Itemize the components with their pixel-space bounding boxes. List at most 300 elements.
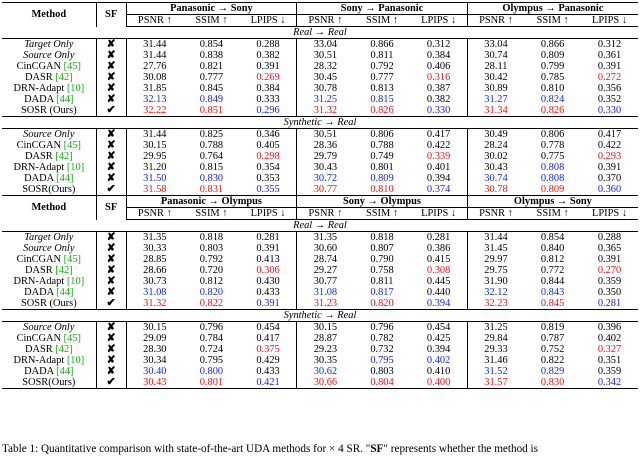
method-cell [2, 61, 96, 72]
value-cell: 0.359 [597, 366, 622, 377]
value-cell: 0.425 [410, 333, 467, 344]
value-cell: 0.421 [240, 377, 297, 389]
method-name: SOSR (Ours) [20, 298, 77, 309]
value-cell: 0.811 [370, 50, 394, 61]
value-cell: 0.405 [240, 140, 297, 151]
value-cell: 0.394 [410, 344, 467, 355]
table-row [2, 366, 638, 377]
metric-header: SSIM ↑ [524, 15, 581, 27]
value-cell: 0.830 [524, 377, 581, 389]
value-cell: 0.445 [410, 276, 467, 287]
table-row [2, 151, 638, 162]
value-cell: 0.796 [370, 322, 394, 333]
value-cell: 0.293 [597, 151, 622, 162]
value-cell: 30.74 [484, 50, 508, 61]
value-cell: 0.840 [540, 243, 565, 254]
value-cell: 0.296 [240, 105, 297, 117]
method-name: SOSR (Ours) [20, 105, 77, 116]
method-cell [2, 333, 96, 344]
method-ref: [10] [66, 162, 85, 173]
value-cell: 31.25 [313, 94, 338, 105]
method-name: DADA [24, 173, 57, 184]
value-cell: 30.89 [484, 83, 508, 94]
value-cell: 0.391 [597, 162, 622, 173]
value-cell: 0.342 [581, 377, 638, 389]
value-cell: 0.370 [597, 173, 622, 184]
sf-mark: ✘ [96, 254, 126, 265]
value-cell: 0.808 [540, 162, 565, 173]
table-row [2, 72, 638, 83]
table-row [2, 243, 638, 254]
table-row [2, 39, 638, 51]
method-cell [2, 83, 96, 94]
value-cell: 0.812 [199, 276, 224, 287]
value-cell: 0.298 [240, 151, 297, 162]
table-row [2, 129, 638, 141]
value-cell: 0.803 [370, 366, 394, 377]
value-cell: 0.720 [199, 265, 224, 276]
method-cell [2, 184, 96, 196]
value-cell: 0.788 [199, 140, 224, 151]
value-cell: 0.752 [540, 344, 565, 355]
value-cell: 0.384 [240, 83, 297, 94]
method-name: CinCGAN [16, 333, 64, 344]
metric-header: SSIM ↑ [183, 15, 240, 27]
value-cell: 0.724 [199, 344, 224, 355]
value-cell: 0.361 [597, 50, 622, 61]
value-cell: 0.809 [524, 184, 581, 196]
value-cell: 0.350 [597, 287, 622, 298]
value-cell: 30.45 [313, 72, 338, 83]
value-cell: 0.351 [597, 355, 622, 366]
table-row [2, 50, 638, 61]
method-name: Source Only [23, 129, 75, 140]
table-row [2, 184, 638, 196]
sf-mark: ✔ [96, 184, 126, 196]
metric-header: PSNR ↑ [297, 208, 354, 220]
value-cell: 0.808 [540, 173, 565, 184]
value-cell: 0.382 [410, 94, 467, 105]
sf-mark: ✘ [96, 173, 126, 184]
sf-mark: ✘ [96, 140, 126, 151]
method-cell [2, 173, 96, 184]
value-cell: 0.386 [410, 243, 467, 254]
value-cell: 31.44 [484, 232, 508, 243]
value-cell: 0.454 [410, 322, 467, 334]
sf-mark: ✘ [96, 61, 126, 72]
value-cell: 0.312 [597, 39, 622, 50]
method-name: DRN-Adapt [13, 276, 67, 287]
method-cell [2, 298, 96, 310]
sf-mark: ✘ [96, 162, 126, 173]
value-cell: 30.08 [143, 72, 167, 83]
value-cell: 0.843 [540, 287, 565, 298]
value-cell: 33.04 [313, 39, 338, 50]
value-cell: 31.20 [143, 162, 167, 173]
section-row [2, 117, 638, 129]
value-cell: 0.382 [240, 50, 297, 61]
results-table [2, 2, 638, 389]
sf-mark: ✘ [96, 276, 126, 287]
value-cell: 0.732 [370, 344, 394, 355]
value-cell: 0.415 [410, 254, 467, 265]
value-cell: 0.796 [199, 322, 224, 333]
value-cell: 0.394 [410, 298, 467, 310]
value-cell: 0.269 [240, 72, 297, 83]
method-ref: [10] [66, 83, 85, 94]
value-cell: 0.391 [240, 243, 297, 254]
group-header: Sony → Olympus [297, 196, 468, 208]
value-cell: 0.422 [597, 140, 622, 151]
method-cell [2, 377, 96, 389]
value-cell: 30.15 [143, 322, 167, 333]
table-row [2, 377, 638, 389]
value-cell: 0.819 [540, 322, 565, 333]
value-cell: 0.365 [597, 243, 622, 254]
value-cell: 29.79 [313, 151, 338, 162]
sf-mark: ✘ [96, 344, 126, 355]
sf-mark: ✔ [96, 377, 126, 389]
value-cell: 0.353 [240, 173, 297, 184]
method-name: DRN-Adapt [13, 162, 67, 173]
metric-header: PSNR ↑ [297, 15, 354, 27]
value-cell: 0.355 [240, 184, 297, 196]
value-cell: 0.394 [410, 173, 467, 184]
value-cell: 31.35 [143, 232, 167, 243]
value-cell: 0.824 [540, 94, 565, 105]
value-cell: 0.417 [410, 129, 467, 141]
value-cell: 28.74 [313, 254, 338, 265]
value-cell: 0.784 [199, 333, 224, 344]
table-row [2, 322, 638, 334]
method-name: DASR [24, 151, 56, 162]
method-name: DASR [24, 344, 56, 355]
group-header: Panasonic → Sony [126, 3, 297, 15]
sf-mark: ✘ [96, 333, 126, 344]
value-cell: 0.401 [410, 162, 467, 173]
sf-mark: ✘ [96, 94, 126, 105]
value-cell: 0.822 [183, 298, 240, 310]
value-cell: 0.826 [354, 105, 411, 117]
value-cell: 30.66 [297, 377, 354, 389]
sf-mark: ✘ [96, 265, 126, 276]
value-cell: 0.270 [597, 265, 622, 276]
value-cell: 0.778 [540, 140, 565, 151]
value-cell: 31.27 [484, 94, 508, 105]
method-cell [2, 105, 96, 117]
value-cell: 0.772 [540, 265, 565, 276]
method-name: SOSR(Ours) [22, 377, 76, 388]
value-cell: 0.810 [540, 83, 565, 94]
section-row [2, 310, 638, 322]
table-row [2, 355, 638, 366]
value-cell: 0.854 [540, 232, 565, 243]
method-name: Target Only [24, 39, 74, 50]
method-cell [2, 322, 96, 334]
method-ref: [45] [63, 61, 81, 72]
value-cell: 31.57 [467, 377, 524, 389]
value-cell: 0.454 [240, 322, 297, 334]
header-row [2, 196, 638, 208]
value-cell: 31.23 [297, 298, 354, 310]
value-cell: 0.810 [354, 184, 411, 196]
method-ref: [44] [56, 366, 74, 377]
sf-mark: ✘ [96, 322, 126, 334]
sf-mark: ✔ [96, 105, 126, 117]
metric-header: LPIPS ↓ [410, 15, 467, 27]
method-ref: [44] [56, 173, 74, 184]
group-header: Olympus → Panasonic [467, 3, 638, 15]
table-row [2, 344, 638, 355]
value-cell: 32.12 [484, 287, 508, 298]
value-cell: 0.391 [597, 254, 622, 265]
value-cell: 0.777 [370, 72, 394, 83]
value-cell: 31.08 [143, 287, 167, 298]
value-cell: 0.422 [410, 140, 467, 151]
table-row [2, 265, 638, 276]
value-cell: 0.866 [540, 39, 565, 50]
sf-mark: ✘ [96, 355, 126, 366]
value-cell: 30.49 [484, 129, 508, 140]
value-cell: 30.42 [484, 72, 508, 83]
table-row [2, 61, 638, 72]
value-cell: 0.788 [370, 140, 394, 151]
value-cell: 0.817 [370, 287, 394, 298]
metric-header: SSIM ↑ [354, 208, 411, 220]
method-ref: [42] [55, 151, 73, 162]
table-row [2, 162, 638, 173]
method-cell [2, 287, 96, 298]
value-cell: 0.844 [540, 276, 565, 287]
value-cell: 0.433 [240, 287, 297, 298]
value-cell: 28.30 [143, 344, 167, 355]
value-cell: 0.815 [370, 94, 394, 105]
value-cell: 31.25 [484, 322, 508, 333]
method-cell [2, 254, 96, 265]
value-cell: 0.440 [410, 287, 467, 298]
method-ref: [42] [55, 72, 73, 83]
value-cell: 31.44 [143, 129, 167, 140]
sf-mark: ✘ [96, 232, 126, 244]
value-cell: 31.44 [143, 50, 167, 61]
sf-header: SF [96, 3, 126, 27]
value-cell: 32.13 [143, 94, 167, 105]
value-cell: 0.356 [597, 83, 622, 94]
value-cell: 0.339 [410, 151, 467, 162]
sf-mark: ✘ [96, 366, 126, 377]
value-cell: 29.33 [484, 344, 508, 355]
value-cell: 0.375 [240, 344, 297, 355]
value-cell: 0.818 [199, 232, 224, 243]
sf-header: SF [96, 196, 126, 220]
method-name: CinCGAN [16, 61, 64, 72]
metric-header: LPIPS ↓ [581, 208, 638, 220]
value-cell: 31.34 [467, 105, 524, 117]
metric-header: SSIM ↑ [524, 208, 581, 220]
method-cell [2, 129, 96, 141]
section-title: Real → Real [2, 220, 638, 232]
sf-mark: ✘ [96, 129, 126, 141]
table-row [2, 287, 638, 298]
method-cell [2, 344, 96, 355]
value-cell: 0.413 [240, 254, 297, 265]
value-cell: 33.04 [484, 39, 508, 50]
method-header: Method [2, 196, 96, 220]
method-name: CinCGAN [16, 140, 64, 151]
metric-header: SSIM ↑ [183, 208, 240, 220]
value-cell: 0.417 [597, 129, 622, 140]
table-row [2, 140, 638, 151]
table-row [2, 232, 638, 244]
method-cell [2, 243, 96, 254]
metric-header: LPIPS ↓ [410, 208, 467, 220]
value-cell: 0.809 [540, 50, 565, 61]
value-cell: 0.346 [240, 129, 297, 141]
value-cell: 0.775 [540, 151, 565, 162]
value-cell: 0.821 [199, 61, 224, 72]
value-cell: 30.35 [313, 355, 338, 366]
value-cell: 28.87 [313, 333, 338, 344]
value-cell: 29.95 [143, 151, 167, 162]
value-cell: 0.281 [410, 232, 467, 244]
value-cell: 0.831 [183, 184, 240, 196]
value-cell: 0.795 [370, 355, 394, 366]
header-row [2, 3, 638, 15]
table-row [2, 94, 638, 105]
value-cell: 0.801 [370, 162, 394, 173]
value-cell: 0.430 [240, 276, 297, 287]
value-cell: 31.58 [126, 184, 183, 196]
value-cell: 0.849 [199, 94, 224, 105]
value-cell: 30.62 [313, 366, 338, 377]
method-name: DASR [24, 265, 56, 276]
method-cell [2, 276, 96, 287]
value-cell: 30.02 [484, 151, 508, 162]
value-cell: 0.374 [410, 184, 467, 196]
table-row [2, 105, 638, 117]
metric-header: PSNR ↑ [126, 208, 183, 220]
method-name: DADA [24, 287, 57, 298]
group-header: Panasonic → Olympus [126, 196, 297, 208]
value-cell: 0.272 [597, 72, 622, 83]
method-ref: [42] [55, 344, 73, 355]
value-cell: 0.812 [540, 254, 565, 265]
value-cell: 28.24 [484, 140, 508, 151]
metric-header: SSIM ↑ [354, 15, 411, 27]
sf-mark: ✘ [96, 83, 126, 94]
value-cell: 0.825 [199, 129, 224, 140]
method-name: Source Only [23, 243, 75, 254]
value-cell: 0.316 [410, 72, 467, 83]
section-title: Real → Real [2, 27, 638, 39]
value-cell: 31.45 [484, 243, 508, 254]
method-name: DASR [24, 72, 56, 83]
method-cell [2, 151, 96, 162]
table-row [2, 333, 638, 344]
caption-prefix: Table 1: Quantitative comparison with state-of-the-art UDA methods for × 4 SR. " [2, 443, 371, 455]
value-cell: 30.43 [313, 162, 338, 173]
value-cell: 0.787 [540, 333, 565, 344]
metric-header: LPIPS ↓ [240, 15, 297, 27]
value-cell: 0.782 [370, 333, 394, 344]
value-cell: 0.826 [524, 105, 581, 117]
value-cell: 28.11 [484, 61, 508, 72]
value-cell: 0.815 [199, 162, 224, 173]
value-cell: 0.806 [370, 129, 394, 140]
value-cell: 30.34 [143, 355, 167, 366]
method-cell [2, 94, 96, 105]
value-cell: 0.785 [540, 72, 565, 83]
value-cell: 0.387 [410, 83, 467, 94]
value-cell: 0.396 [597, 322, 622, 333]
value-cell: 0.410 [410, 366, 467, 377]
value-cell: 0.777 [199, 72, 224, 83]
section-title: Synthetic → Real [2, 117, 638, 129]
value-cell: 29.97 [484, 254, 508, 265]
value-cell: 28.85 [143, 254, 167, 265]
value-cell: 0.851 [183, 105, 240, 117]
value-cell: 0.792 [370, 61, 394, 72]
table-row [2, 83, 638, 94]
value-cell: 30.78 [467, 184, 524, 196]
method-cell [2, 72, 96, 83]
metric-header: PSNR ↑ [126, 15, 183, 27]
value-cell: 30.40 [143, 366, 167, 377]
value-cell: 0.866 [370, 39, 394, 50]
value-cell: 0.306 [240, 265, 297, 276]
value-cell: 0.360 [581, 184, 638, 196]
value-cell: 0.845 [524, 298, 581, 310]
results-table-body [2, 3, 638, 389]
method-header: Method [2, 3, 96, 27]
value-cell: 0.758 [370, 265, 394, 276]
method-ref: [45] [63, 140, 81, 151]
group-header: Sony → Panasonic [297, 3, 468, 15]
value-cell: 0.820 [199, 287, 224, 298]
value-cell: 31.85 [143, 83, 167, 94]
table-row [2, 276, 638, 287]
value-cell: 0.749 [370, 151, 394, 162]
value-cell: 31.32 [126, 298, 183, 310]
value-cell: 0.308 [410, 265, 467, 276]
value-cell: 28.66 [143, 265, 167, 276]
value-cell: 0.333 [240, 94, 297, 105]
section-title: Synthetic → Real [2, 310, 638, 322]
method-cell [2, 232, 96, 244]
method-name: CinCGAN [16, 254, 64, 265]
value-cell: 0.820 [354, 298, 411, 310]
value-cell: 0.429 [240, 355, 297, 366]
value-cell: 0.799 [540, 61, 565, 72]
value-cell: 0.417 [240, 333, 297, 344]
value-cell: 0.391 [240, 61, 297, 72]
value-cell: 0.433 [240, 366, 297, 377]
value-cell: 0.354 [240, 162, 297, 173]
value-cell: 0.809 [370, 173, 394, 184]
value-cell: 30.77 [313, 276, 338, 287]
value-cell: 0.829 [540, 366, 565, 377]
value-cell: 0.281 [581, 298, 638, 310]
group-header: Olympus → Sony [467, 196, 638, 208]
value-cell: 30.43 [484, 162, 508, 173]
value-cell: 0.806 [540, 129, 565, 140]
sf-mark: ✘ [96, 72, 126, 83]
value-cell: 31.44 [143, 39, 167, 50]
value-cell: 0.792 [199, 254, 224, 265]
sf-mark: ✘ [96, 50, 126, 61]
value-cell: 0.281 [240, 232, 297, 244]
value-cell: 30.78 [313, 83, 338, 94]
